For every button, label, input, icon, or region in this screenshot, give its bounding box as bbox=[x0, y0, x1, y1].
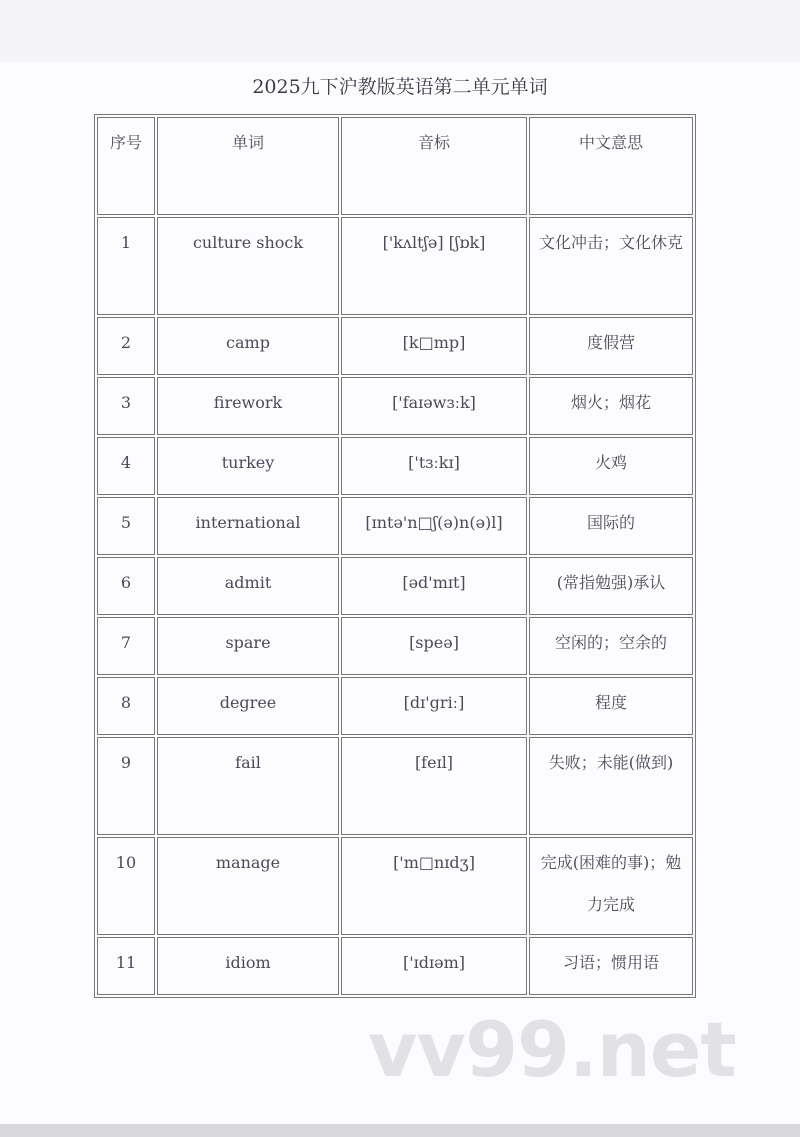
cell-phonetic: [feɪl] bbox=[341, 737, 527, 835]
cell-number: 3 bbox=[97, 377, 155, 435]
table-row bbox=[97, 217, 693, 315]
cell-word: camp bbox=[157, 317, 339, 375]
table-row bbox=[97, 937, 693, 995]
cell-word: idiom bbox=[157, 937, 339, 995]
cell-phonetic: ['ɪdɪəm] bbox=[341, 937, 527, 995]
cell-word: firework bbox=[157, 377, 339, 435]
cell-meaning: 国际的 bbox=[529, 497, 693, 555]
table-row bbox=[97, 497, 693, 555]
cell-phonetic: [k□mp] bbox=[341, 317, 527, 375]
cell-word: spare bbox=[157, 617, 339, 675]
watermark: vv99.net bbox=[368, 1005, 736, 1094]
cell-meaning: (常指勉强)承认 bbox=[529, 557, 693, 615]
cell-number: 11 bbox=[97, 937, 155, 995]
table-header-row bbox=[97, 117, 693, 215]
cell-word: fail bbox=[157, 737, 339, 835]
table-row bbox=[97, 737, 693, 835]
header-meaning: 中文意思 bbox=[529, 117, 693, 215]
table-row bbox=[97, 837, 693, 935]
cell-phonetic: [speə] bbox=[341, 617, 527, 675]
cell-word: admit bbox=[157, 557, 339, 615]
cell-number: 8 bbox=[97, 677, 155, 735]
cell-meaning: 程度 bbox=[529, 677, 693, 735]
table-row bbox=[97, 677, 693, 735]
cell-phonetic: ['tɜːkɪ] bbox=[341, 437, 527, 495]
cell-meaning: 习语；惯用语 bbox=[529, 937, 693, 995]
cell-meaning: 火鸡 bbox=[529, 437, 693, 495]
cell-meaning: 文化冲击；文化休克 bbox=[529, 217, 693, 315]
table-row bbox=[97, 377, 693, 435]
cell-number: 1 bbox=[97, 217, 155, 315]
page-title: 2025九下沪教版英语第二单元单词 bbox=[252, 76, 548, 98]
cell-word: culture shock bbox=[157, 217, 339, 315]
cell-word: manage bbox=[157, 837, 339, 935]
cell-word: international bbox=[157, 497, 339, 555]
header-word: 单词 bbox=[157, 117, 339, 215]
cell-word: turkey bbox=[157, 437, 339, 495]
cell-number: 9 bbox=[97, 737, 155, 835]
cell-word: degree bbox=[157, 677, 339, 735]
cell-phonetic: ['faɪəwɜːk] bbox=[341, 377, 527, 435]
table-row bbox=[97, 437, 693, 495]
cell-number: 4 bbox=[97, 437, 155, 495]
cell-phonetic: [əd'mɪt] bbox=[341, 557, 527, 615]
cell-number: 7 bbox=[97, 617, 155, 675]
cell-phonetic: [ɪntə'n□ʃ(ə)n(ə)l] bbox=[341, 497, 527, 555]
cell-meaning: 烟火；烟花 bbox=[529, 377, 693, 435]
scrollbar-track[interactable] bbox=[0, 1124, 800, 1137]
cell-meaning: 度假营 bbox=[529, 317, 693, 375]
cell-meaning: 空闲的；空余的 bbox=[529, 617, 693, 675]
cell-phonetic: [dɪ'griː] bbox=[341, 677, 527, 735]
header-phonetic: 音标 bbox=[341, 117, 527, 215]
cell-meaning: 完成(困难的事)；勉力完成 bbox=[529, 837, 693, 935]
table-row bbox=[97, 317, 693, 375]
cell-number: 5 bbox=[97, 497, 155, 555]
table-row bbox=[97, 557, 693, 615]
cell-number: 6 bbox=[97, 557, 155, 615]
cell-meaning: 失败；未能(做到) bbox=[529, 737, 693, 835]
cell-number: 10 bbox=[97, 837, 155, 935]
table-row bbox=[97, 617, 693, 675]
header-number: 序号 bbox=[97, 117, 155, 215]
cell-phonetic: ['m□nɪdʒ] bbox=[341, 837, 527, 935]
vocabulary-table bbox=[94, 114, 696, 998]
cell-phonetic: ['kʌltʃə] [ʃɒk] bbox=[341, 217, 527, 315]
cell-number: 2 bbox=[97, 317, 155, 375]
